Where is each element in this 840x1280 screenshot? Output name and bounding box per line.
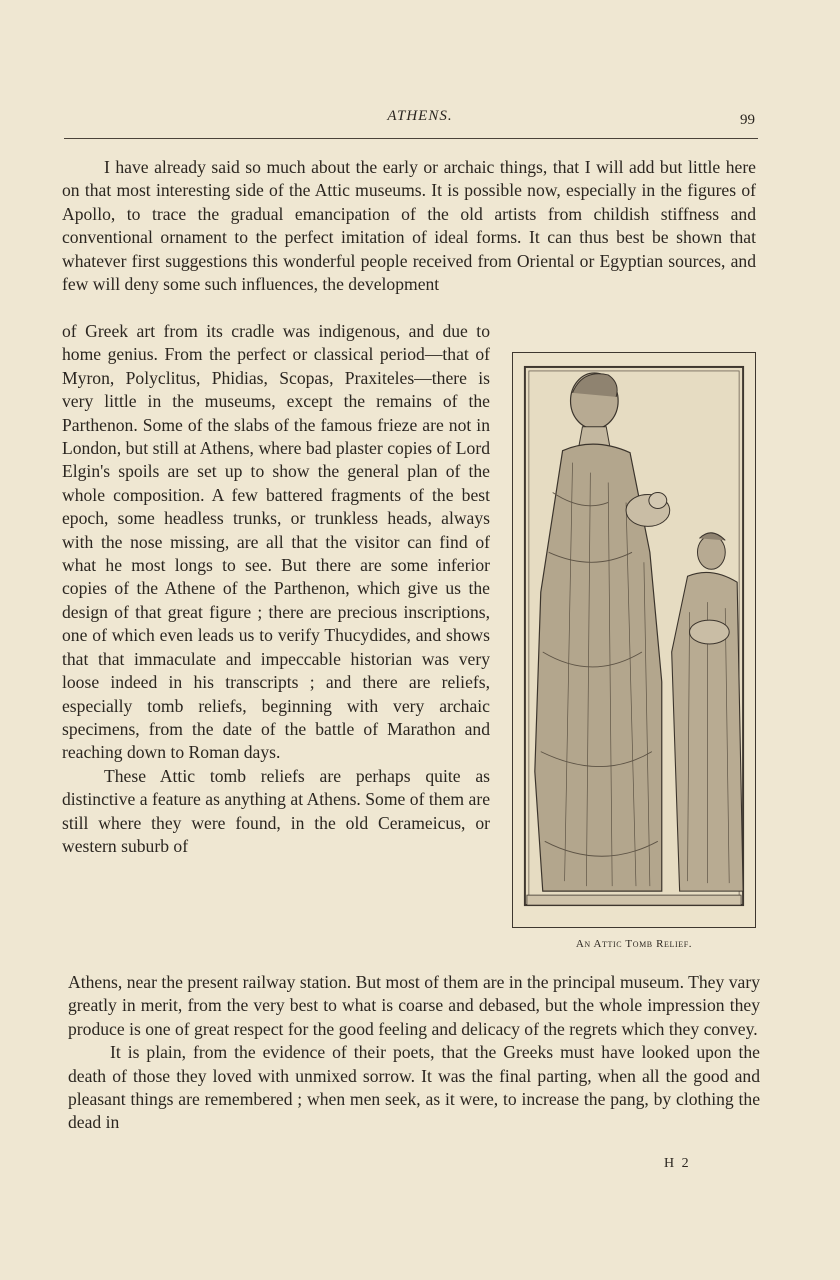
relief-engraving bbox=[513, 353, 755, 927]
signature-mark: H 2 bbox=[664, 1156, 691, 1171]
paragraph-1-continued: of Greek art from its cradle was indigenous, and due to home genius. From the perfect or classical period—that of Myron, Polyclitus, Phidias, Scopas, Praxiteles—there is very little in the museums, except the remains of the Parthenon. Some of the slabs of the famous frieze are not in London, but still at Athens, where bad plaster copies of Lord Elgin's spoils are set up to show the general plan of the whole composition. A few battered fragments of the best epoch, some headless trunks, or trunkless heads, always with the nose missing, are all that the visitor can find of what he most longs to see. But there are some inferior copies of the Athene of the Parthenon, which give us the design of that great figure ; there are precious inscriptions, one of which even leads us to verify Thucydides, and shows that that immaculate and impeccable historian was very loose indeed in his transcripts ; and there are reliefs, especially tomb reliefs, beginning with very archaic specimens, from the date of the battle of Marathon and reaching down to Roman days. bbox=[62, 321, 490, 763]
paragraph-3: It is plain, from the evidence of their poets, that the Greeks must have looked upon the death of those they loved with unmixed sorrow. It was the final parting, when all the good and pleasant things are remembered ; when men seek, as it were, to increase the pang, by clothing the dead in bbox=[68, 1042, 760, 1133]
page-number: 99 bbox=[740, 112, 755, 128]
header-rule bbox=[64, 138, 758, 139]
running-title: ATHENS. bbox=[387, 108, 453, 124]
text-block-top bbox=[62, 156, 756, 296]
text-block-bottom bbox=[68, 971, 760, 1135]
figure-caption: An Attic Tomb Relief. bbox=[575, 938, 693, 950]
tomb-relief-illustration bbox=[512, 352, 756, 928]
paragraph-1-opening: I have already said so much about the early or archaic things, that I will add but little here on that most interesting side of the Attic museums. It is possible now, especially in the figures of Apollo, to trace the gradual emancipation of the old artists from childish stiffness and conventional ornament to the perfect imitation of ideal forms. It can thus best be shown that whatever first suggestions this wonderful people received from Oriental or Egyptian sources, and few will deny some such influences, the development bbox=[62, 157, 756, 295]
paragraph-2-continued: Athens, near the present railway station. But most of them are in the principal museum. They vary greatly in merit, from the very best to what is coarse and debased, but the whole impression they produce is one of great respect for the good feeling and delicacy of the regrets which they convey. bbox=[68, 972, 760, 1039]
paragraph-2-opening: These Attic tomb reliefs are perhaps quite as distinctive a feature as anything at Athens. Some of them are still where they were found, in the old Cerameicus, or western suburb of bbox=[62, 765, 490, 856]
running-head bbox=[0, 104, 840, 130]
text-block-beside-figure bbox=[62, 320, 490, 858]
